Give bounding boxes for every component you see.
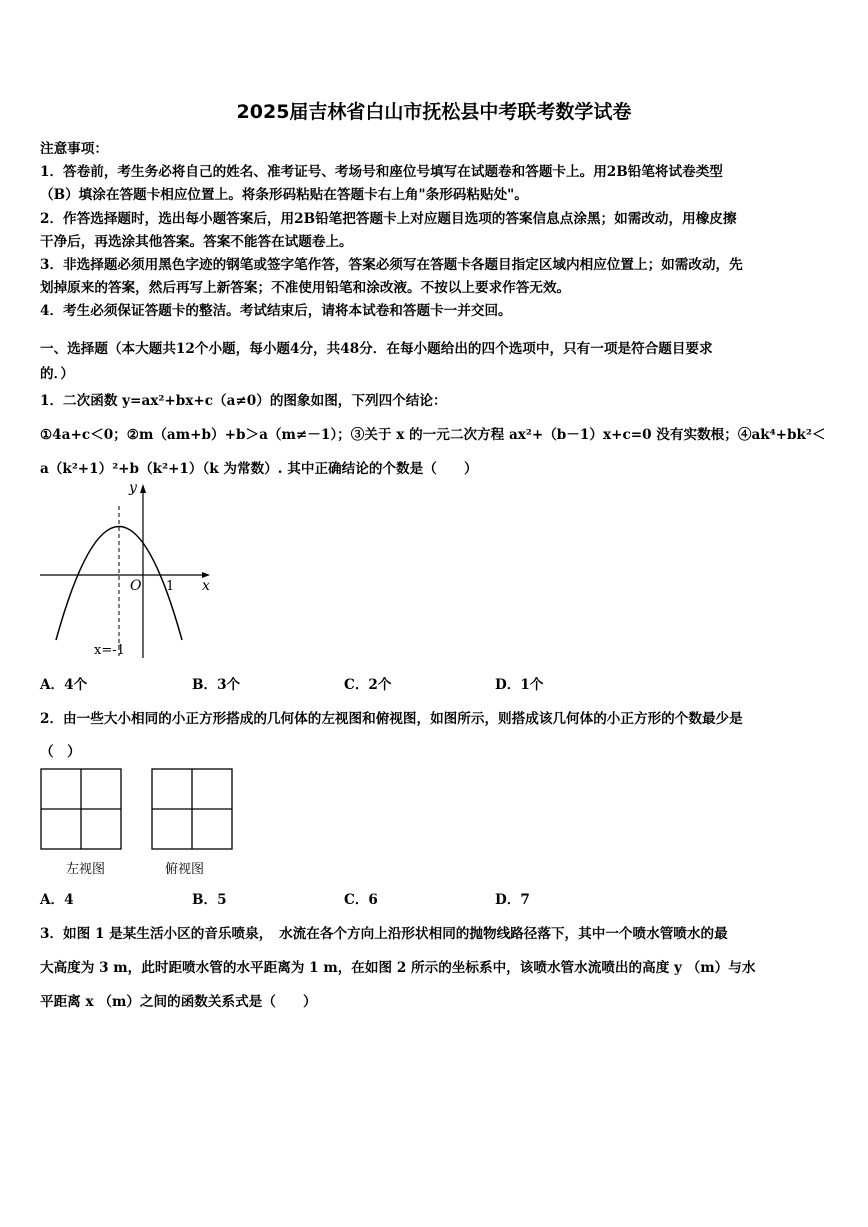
- option-d[interactable]: D．1个: [495, 677, 544, 693]
- notice-line: 1．答卷前，考生务必将自己的姓名、准考证号、考场号和座位号填写在试题卷和答题卡上。用2B铅笔将试卷类型: [40, 164, 723, 180]
- top-view-figure: [151, 768, 233, 850]
- question-1-conclusions: ①4a+c＜0；②m（am+b）+b＞a（m≠－1）；③关于 x 的一元二次方程 ax²+（b－1）x+c=0 没有实数根；④ak⁴+bk²＜: [40, 427, 826, 443]
- y-axis-arrow: [140, 484, 146, 493]
- symmetry-axis-label: x=-1: [94, 643, 125, 658]
- option-c[interactable]: C．2个: [344, 677, 392, 693]
- question-2-options: [40, 888, 640, 908]
- option-a[interactable]: A．4: [40, 892, 74, 908]
- option-a[interactable]: A．4个: [40, 677, 88, 693]
- top-view-caption: 俯视图: [165, 862, 205, 877]
- question-1-conclusions-cont: a（k²+1）²+b（k²+1）（k 为常数）. 其中正确结论的个数是（ ）: [40, 461, 478, 477]
- option-d[interactable]: D．7: [495, 892, 530, 908]
- y-axis-label: y: [129, 480, 137, 496]
- question-1-stem: 1．二次函数 y=ax²+bx+c（a≠0）的图象如图，下列四个结论：: [40, 393, 447, 409]
- notice-line: （B）填涂在答题卡相应位置上。将条形码粘贴在答题卡右上角"条形码粘贴处"。: [40, 187, 528, 203]
- question-3-stem-cont: 大高度为 3 m，此时距喷水管的水平距离为 1 m，在如图 2 所示的坐标系中，该喷水管水流喷出的高度 y （m）与水: [40, 960, 756, 976]
- notice-line: 3．非选择题必须用黑色字迹的钢笔或签字笔作答，答案必须写在答题卡各题目指定区域内相应位置上；如需改动，先: [40, 257, 743, 273]
- section-heading: 一、选择题（本大题共12个小题，每小题4分，共48分．在每小题给出的四个选项中，只有一项是符合题目要求: [40, 341, 713, 357]
- notice-heading: 注意事项：: [40, 141, 108, 157]
- question-1-options: [40, 673, 640, 693]
- x-axis-label: x: [202, 578, 210, 594]
- question-3-stem: 3．如图 1 是某生活小区的音乐喷泉， 水流在各个方向上沿形状相同的抛物线路径落下，其中一个喷水管喷水的最: [40, 926, 728, 942]
- question-3-stem-end: 平距离 x （m）之间的函数关系式是（ ）: [40, 994, 317, 1010]
- origin-label: O: [130, 578, 142, 594]
- question-2-blank: （ ）: [40, 744, 81, 760]
- left-view-caption: 左视图: [66, 862, 106, 877]
- tick-label-one: 1: [166, 579, 175, 594]
- option-b[interactable]: B．3个: [192, 677, 241, 693]
- section-heading-cont: 的．）: [40, 366, 74, 382]
- notice-line: 2．作答选择题时，选出每小题答案后，用2B铅笔把答题卡上对应题目选项的答案信息点涂黑；如需改动，用橡皮擦: [40, 211, 737, 227]
- question-2-stem: 2．由一些大小相同的小正方形搭成的几何体的左视图和俯视图，如图所示，则搭成该几何体的小正方形的个数最少是: [40, 711, 743, 727]
- left-view-figure: [40, 768, 122, 850]
- parabola-graph: [38, 478, 218, 663]
- page-title: 2025届吉林省白山市抚松县中考联考数学试卷: [236, 101, 632, 123]
- option-b[interactable]: B．5: [192, 892, 227, 908]
- notice-line: 划掉原来的答案，然后再写上新答案；不准使用铅笔和涂改液。不按以上要求作答无效。: [40, 280, 571, 296]
- notice-line: 干净后，再选涂其他答案。答案不能答在试题卷上。: [40, 234, 353, 250]
- notice-line: 4．考生必须保证答题卡的整洁。考试结束后，请将本试卷和答题卡一并交回。: [40, 303, 512, 319]
- option-c[interactable]: C．6: [344, 892, 378, 908]
